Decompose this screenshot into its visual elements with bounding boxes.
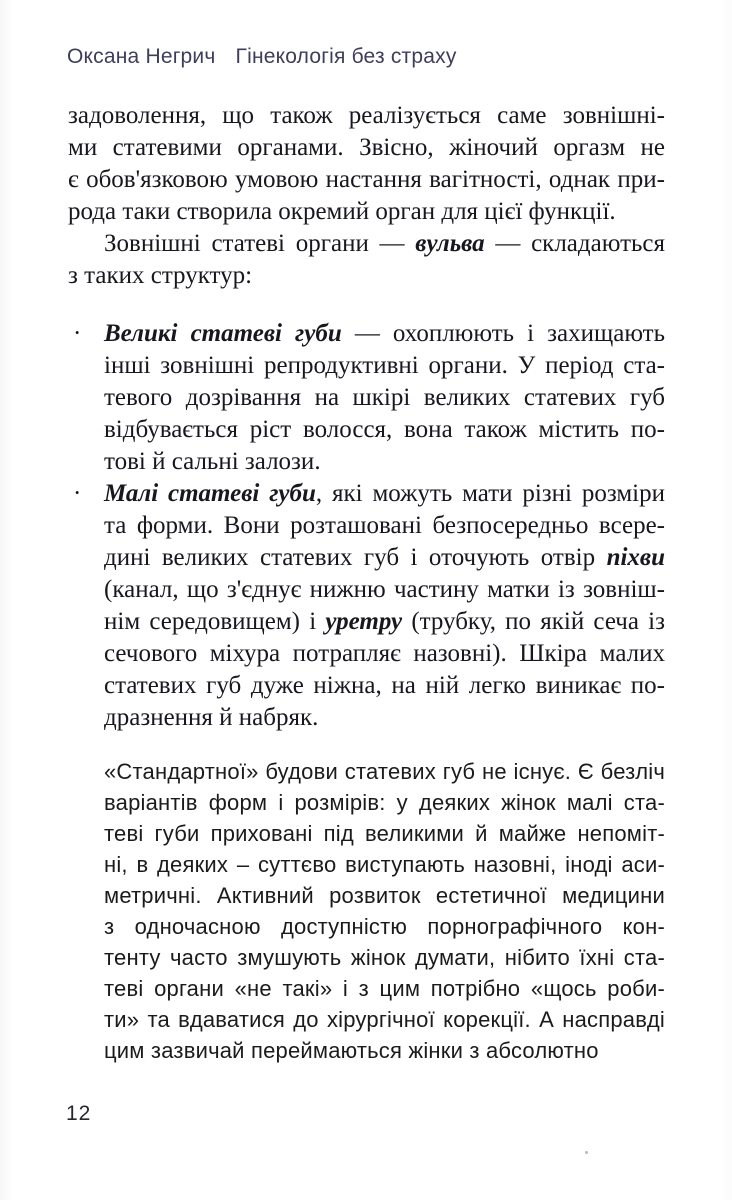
text-line: сечового міхура потрапляє назовні). Шкіра малих: [104, 640, 665, 667]
text-line: рода таки створила окремий орган для цієї функції.: [68, 198, 616, 225]
text-line: теві органи «не такі» і з цим потрібно «щось роби-: [104, 976, 665, 1001]
text-line: інші зовнішні репродуктивні органи. У період ста-: [104, 352, 665, 379]
text-line: тевого дозрівання на шкірі великих статевих губ: [104, 384, 665, 411]
paragraph-standard-shape: [104, 756, 665, 1066]
text-line: теві губи приховані під великими й майже непоміт-: [104, 821, 665, 846]
text-line: з таких структур:: [68, 262, 253, 289]
text-line: нім середовищем) і уретру (трубку, по якій сеча із: [104, 608, 665, 635]
text-line: дині великих статевих губ і оточують отвір піхви: [104, 544, 665, 571]
text-line: метричні. Активний розвиток естетичної медицини: [104, 883, 665, 908]
text-line: та форми. Вони розташовані безпосередньо всере-: [104, 512, 665, 539]
bullet-marker-icon: ·: [73, 480, 82, 507]
text-line: з одночасною доступністю порнографічного кон-: [104, 914, 665, 939]
text-line: (канал, що з'єднує нижню частину матки із зовніш-: [104, 576, 665, 603]
text-line: відбувається ріст волосся, вона також містить по-: [104, 416, 665, 443]
term-emphasis: уретру: [325, 608, 403, 635]
list-item: [68, 318, 665, 478]
text-line: тові й сальні залози.: [104, 448, 321, 475]
text-line: ти» та вдаватися до хірургічної корекції. А насправді: [104, 1007, 665, 1032]
text-line: «Стандартної» будови статевих губ не існує. Є безліч: [104, 759, 665, 784]
term-emphasis: вульва: [415, 230, 485, 257]
dust-speck: [585, 1151, 588, 1154]
text-line: Великі статеві губи — охоплюють і захищають: [104, 320, 665, 347]
term-emphasis: Малі статеві губи: [104, 480, 316, 507]
vulva-structures-list: [68, 318, 665, 734]
term-emphasis: Великі статеві губи: [104, 320, 342, 347]
paragraph-orgasm: [68, 100, 665, 228]
text-line: статевих губ дуже ніжна, на ній легко виникає по-: [104, 672, 665, 699]
bullet-marker-icon: ·: [73, 320, 82, 347]
text-line: цим зазвичай переймаються жінки з абсолютно: [104, 1038, 599, 1063]
page-number: 12: [66, 1102, 92, 1125]
term-emphasis: піхви: [606, 544, 665, 571]
text-line: Зовнішні статеві органи — вульва — складаються: [104, 230, 665, 257]
header-book-title: Гінекологія без страху: [235, 45, 457, 68]
text-line: тенту часто змушують жінок думати, нібито їхні ста-: [104, 945, 665, 970]
list-item-text: [104, 318, 665, 478]
text-line: варіантів форм і розмірів: у деяких жінок малі ста-: [104, 790, 665, 815]
text-line: ми статевими органами. Звісно, жіночий оргазм не: [68, 134, 665, 161]
text-line: дразнення й набряк.: [104, 704, 319, 731]
text-line: є обов'язковою умовою настання вагітності, однак при-: [68, 166, 665, 193]
text-line: ні, в деяких – суттєво виступають назовні, іноді аси-: [104, 852, 665, 877]
text-line: Малі статеві губи, які можуть мати різні розміри: [104, 480, 665, 507]
paragraph-vulva-intro: [68, 228, 665, 292]
header-author: Оксана Негрич: [67, 45, 216, 68]
text-line: задоволення, що також реалізується саме зовнішні-: [68, 102, 665, 129]
list-item: [68, 478, 665, 734]
list-item-text: [104, 478, 665, 734]
